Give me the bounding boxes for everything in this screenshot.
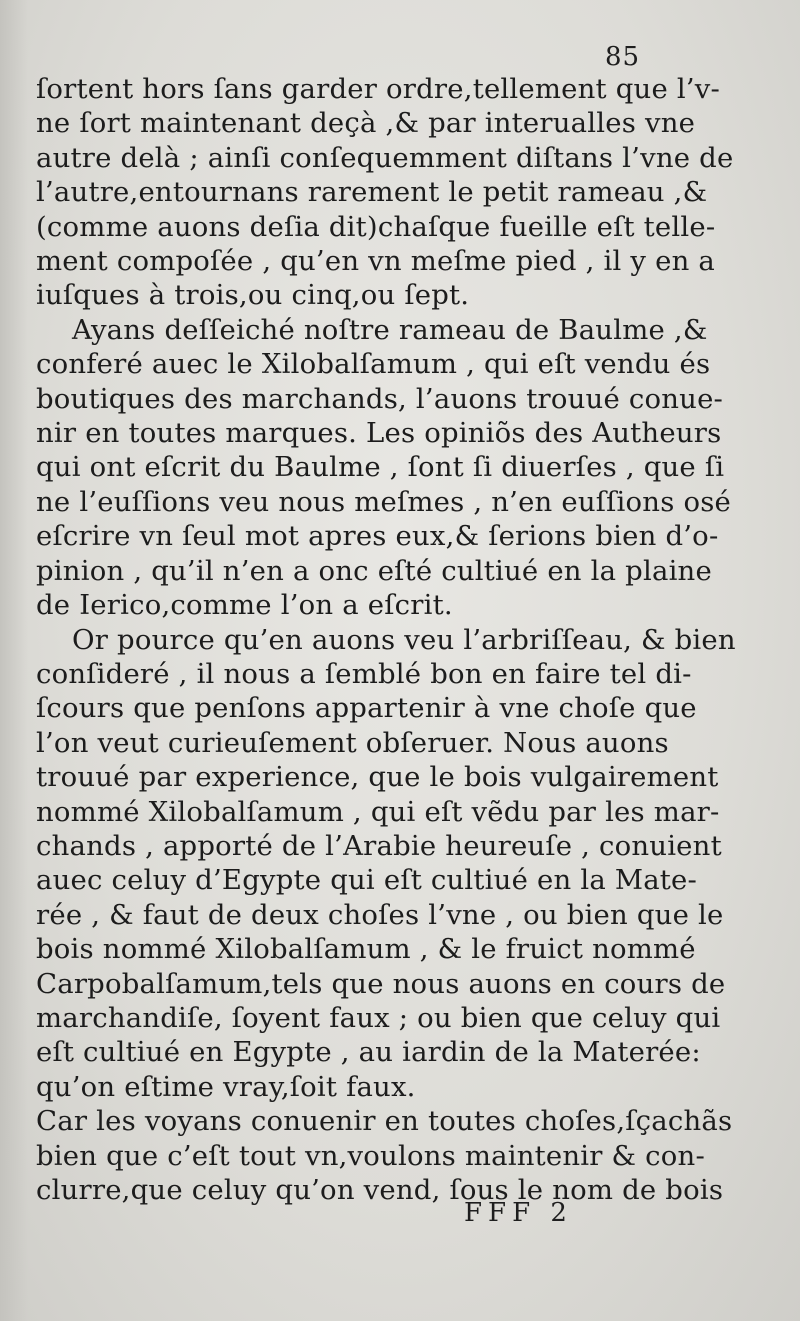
text-line: nommé Xilobalſamum , qui eſt vẽdu par les mar- xyxy=(36,795,720,828)
text-line: conſideré , il nous a ſemblé bon en faire tel di- xyxy=(36,657,692,690)
text-line: trouué par experience, que le bois vulgairement xyxy=(36,761,719,794)
text-line: auec celuy d’Egypte qui eſt cultiué en la Mate- xyxy=(36,864,698,897)
text-line: chands , apporté de l’Arabie heureuſe , conuient xyxy=(36,829,722,862)
text-line: pinion , qu’il n’en a onc eſté cultiué en la plaine xyxy=(36,554,712,587)
text-line: nir en toutes marques. Les opiniõs des Autheurs xyxy=(36,417,722,450)
text-line: marchandiſe, ſoyent faux ; ou bien que celuy qui xyxy=(36,1001,721,1034)
text-line: ne ſort maintenant deçà ,& par interualles vne xyxy=(36,107,696,140)
text-line: ſcours que penſons appartenir à vne choſe que xyxy=(36,692,697,725)
text-line: clurre,que celuy qu’on vend, ſous le nom de bois xyxy=(36,1174,724,1206)
paragraph-first-line: Ayans deſſeiché noſtre rameau de Baulme ,& xyxy=(72,313,708,346)
page-number: 85 xyxy=(605,42,641,72)
text-line: de Ierico,comme l’on a eſcrit. xyxy=(36,589,453,622)
paragraph-first-line: Or pource qu’en auons veu l’arbriſſeau, & bien xyxy=(72,623,736,656)
text-line: qu’on eſtime vray,ſoit faux. xyxy=(36,1070,416,1103)
text-line: l’autre,entournans rarement le petit rameau ,& xyxy=(36,176,708,209)
text-line: l’on veut curieuſement obſeruer. Nous auons xyxy=(36,726,669,759)
text-line: boutiques des marchands, l’auons trouué conue- xyxy=(36,382,724,415)
text-line: bois nommé Xilobalſamum , & le fruict nommé xyxy=(36,933,696,966)
text-line: ſortent hors ſans garder ordre,tellement que l’v- xyxy=(36,73,721,105)
text-line: qui ont eſcrit du Baulme , ſont ſi diuerſes , que ſi xyxy=(36,451,725,484)
text-line: rée , & faut de deux choſes l’vne , ou bien que le xyxy=(36,898,724,931)
paragraph-first-line: Car les voyans conuenir en toutes choſes,ſçachãs xyxy=(36,1105,733,1138)
page-gutter-shadow xyxy=(0,0,28,1321)
text-line: Carpobalſamum,tels que nous auons en cours de xyxy=(36,967,726,1000)
body-text xyxy=(36,72,736,1207)
text-line: autre delà ; ainſi conſequemment diſtans l’vne de xyxy=(36,141,734,174)
signature-mark: FFF 2 xyxy=(464,1198,573,1228)
text-line: eſt cultiué en Egypte , au iardin de la Materée: xyxy=(36,1036,701,1069)
text-line: conferé auec le Xilobalſamum , qui eſt vendu és xyxy=(36,348,711,381)
text-line: ne l’euſſions veu nous meſmes , n’en euſſions osé xyxy=(36,485,732,518)
text-line: bien que c’eſt tout vn,voulons maintenir & con- xyxy=(36,1139,705,1172)
text-line: iuſques à trois,ou cinq,ou ſept. xyxy=(36,279,470,312)
text-line: eſcrire vn ſeul mot apres eux,& ſerions bien d’o- xyxy=(36,520,719,553)
text-line: (comme auons deſia dit)chaſque fueille eſt telle- xyxy=(36,210,716,243)
text-line: ment compoſée , qu’en vn meſme pied , il y en a xyxy=(36,245,716,278)
